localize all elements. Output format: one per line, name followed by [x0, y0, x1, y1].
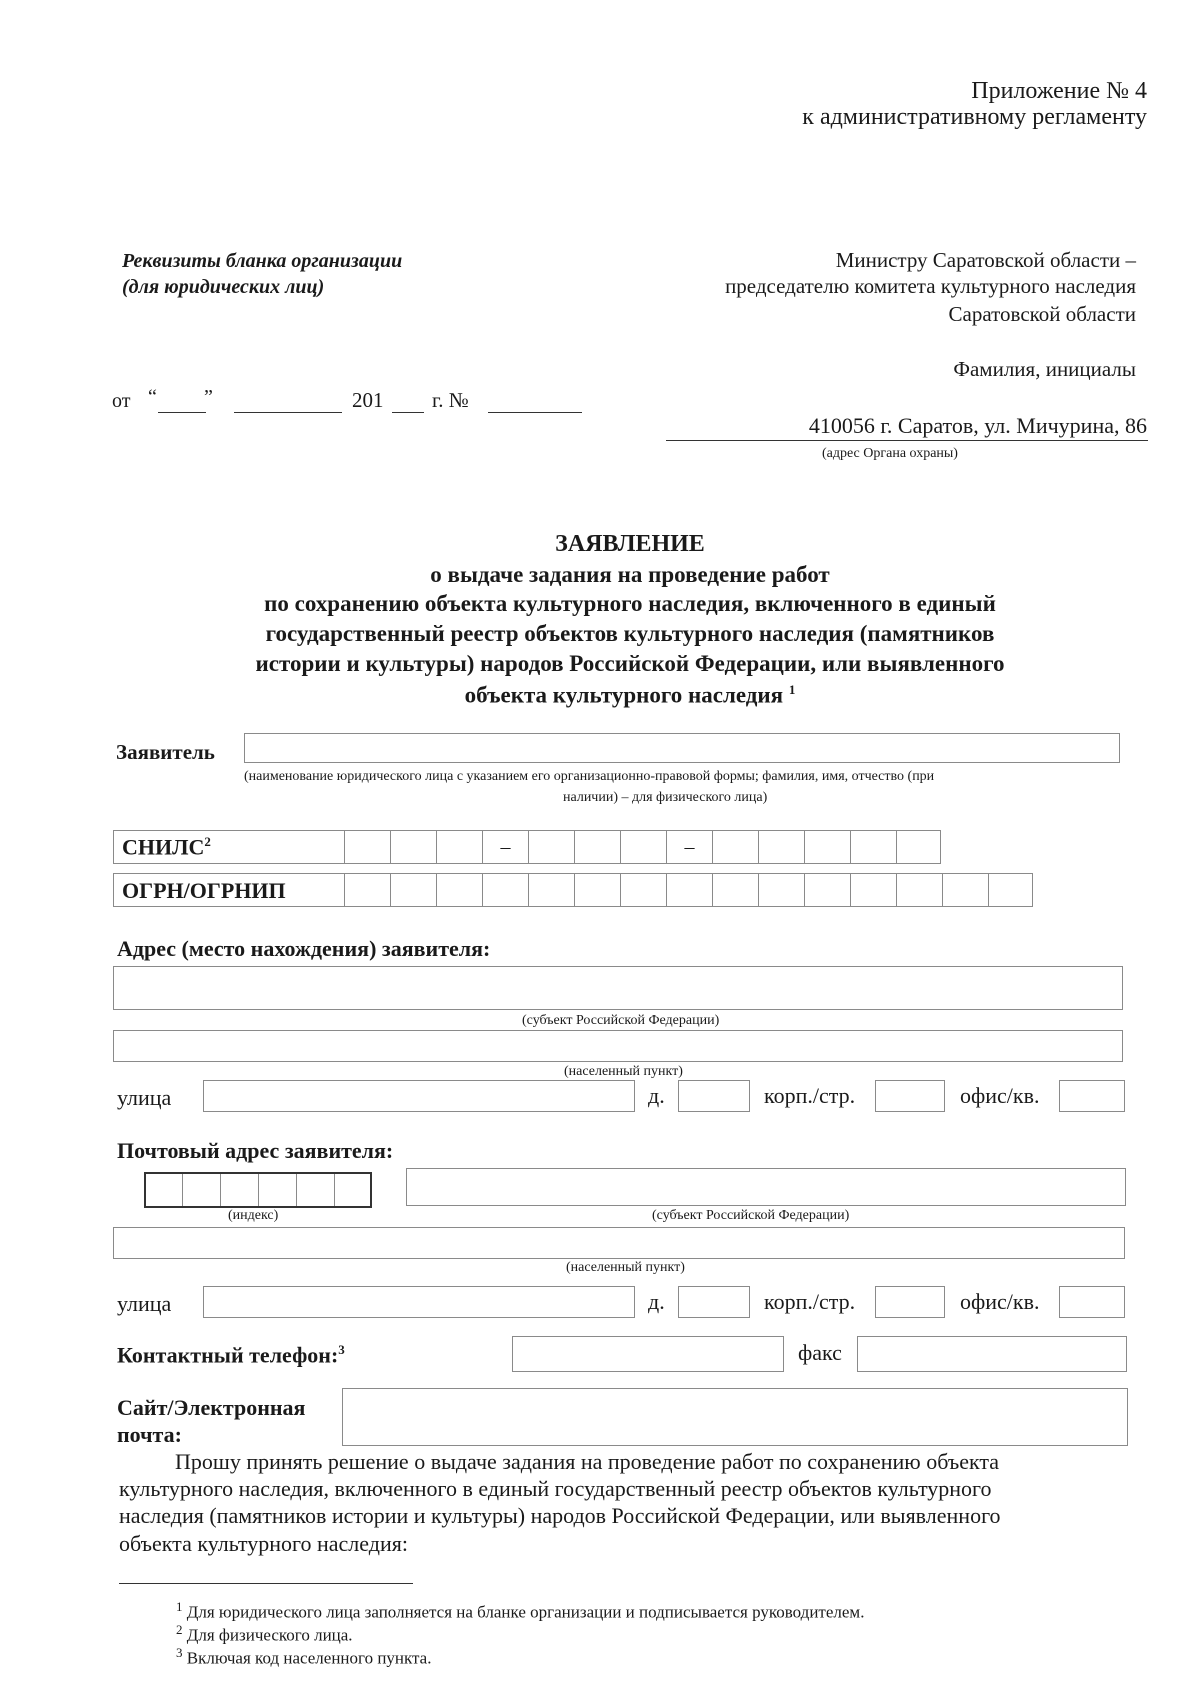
snils-cell[interactable] — [850, 831, 896, 863]
snils-cell[interactable] — [390, 831, 436, 863]
address-building-label: корп./стр. — [764, 1083, 856, 1108]
request-line-2: культурного наследия, включенного в единый государственный реестр объектов культурного — [119, 1476, 992, 1501]
postal-subject-caption: (субъект Российской Федерации) — [652, 1208, 850, 1223]
appendix-number: Приложение № 4 — [971, 78, 1147, 104]
postal-subject-input[interactable] — [406, 1168, 1126, 1206]
fax-label: факс — [798, 1340, 842, 1365]
postal-index-grid — [144, 1172, 372, 1208]
snils-cell[interactable] — [436, 831, 482, 863]
snils-cell[interactable] — [758, 831, 804, 863]
postal-building-label: корп./стр. — [764, 1289, 856, 1314]
site-email-label: Сайт/Электронная — [117, 1395, 306, 1420]
applicant-name-input[interactable] — [244, 733, 1120, 763]
postal-house-input[interactable] — [678, 1286, 750, 1318]
snils-separator: – — [482, 831, 528, 863]
date-month-field[interactable] — [234, 412, 342, 413]
phone-input[interactable] — [512, 1336, 784, 1372]
date-quote-close: ” — [204, 386, 213, 408]
site-email-input[interactable] — [342, 1388, 1128, 1446]
postal-office-input[interactable] — [1059, 1286, 1125, 1318]
title-line-4: истории и культуры) народов Российской Федерации, или выявленного — [255, 651, 1005, 676]
addressee-line-2: председателю комитета культурного наследия — [725, 274, 1136, 298]
snils-cell[interactable] — [528, 831, 574, 863]
snils-cell[interactable] — [896, 831, 942, 863]
title-line-5: объекта культурного наследия $^1$ — [464, 682, 796, 708]
postal-building-input[interactable] — [875, 1286, 945, 1318]
address-subject-input[interactable] — [113, 966, 1123, 1010]
postal-index-cell[interactable] — [182, 1174, 220, 1206]
site-email-label-cont: почта: — [117, 1422, 182, 1447]
ogrn-cell[interactable] — [896, 874, 942, 906]
address-locality-caption: (населенный пункт) — [564, 1064, 683, 1079]
ogrn-cell[interactable] — [712, 874, 758, 906]
date-quote-open: “ — [148, 386, 157, 408]
addressee-address: 410056 г. Саратов, ул. Мичурина, 86 — [808, 413, 1147, 438]
address-heading: Адрес (место нахождения) заявителя: — [117, 936, 491, 961]
ogrn-cell[interactable] — [436, 874, 482, 906]
org-requisites-note: (для юридических лиц) — [122, 276, 325, 298]
date-year-prefix: 201 — [352, 388, 384, 412]
address-office-input[interactable] — [1059, 1080, 1125, 1112]
address-street-input[interactable] — [203, 1080, 635, 1112]
doc-number-label: г. № — [432, 388, 469, 412]
date-from-label: от — [112, 390, 131, 412]
appendix-reference: к административному регламенту — [802, 104, 1147, 130]
applicant-caption-1: (наименование юридического лица с указанием его организационно-правовой формы; фамилия, имя, отчество (при — [244, 769, 935, 784]
doc-number-field[interactable] — [488, 412, 582, 413]
ogrn-cell[interactable] — [574, 874, 620, 906]
snils-cell[interactable] — [712, 831, 758, 863]
ogrn-label: ОГРН/ОГРНИП — [122, 878, 286, 903]
addressee-line-1: Министру Саратовской области – — [835, 248, 1136, 272]
ogrn-cell[interactable] — [666, 874, 712, 906]
postal-office-label: офис/кв. — [960, 1289, 1040, 1314]
title-line-2: по сохранению объекта культурного наследия, включенного в единый — [264, 591, 996, 616]
date-day-field[interactable] — [158, 412, 206, 413]
addressee-address-underline — [666, 440, 1148, 441]
ogrn-cell[interactable] — [758, 874, 804, 906]
snils-cell[interactable] — [344, 831, 390, 863]
address-house-input[interactable] — [678, 1080, 750, 1112]
ogrn-cell[interactable] — [390, 874, 436, 906]
ogrn-cell[interactable] — [942, 874, 988, 906]
fax-input[interactable] — [857, 1336, 1127, 1372]
request-line-3: наследия (памятников истории и культуры) народов Российской Федерации, или выявленного — [119, 1503, 1001, 1528]
date-year-field[interactable] — [392, 412, 424, 413]
postal-index-cell[interactable] — [258, 1174, 296, 1206]
footnote-separator — [119, 1583, 413, 1584]
ogrn-cell[interactable] — [344, 874, 390, 906]
postal-index-cell[interactable] — [296, 1174, 334, 1206]
snils-cell[interactable] — [574, 831, 620, 863]
address-locality-input[interactable] — [113, 1030, 1123, 1062]
ogrn-cell[interactable] — [528, 874, 574, 906]
snils-separator: – — [666, 831, 712, 863]
snils-label: СНИЛС$^2$ — [122, 834, 211, 860]
postal-index-cell[interactable] — [334, 1174, 370, 1206]
ogrn-grid — [113, 873, 1033, 907]
postal-street-label: улица — [117, 1291, 172, 1316]
address-subject-caption: (субъект Российской Федерации) — [522, 1013, 720, 1028]
address-office-label: офис/кв. — [960, 1083, 1040, 1108]
org-requisites-label: Реквизиты бланка организации — [122, 250, 403, 272]
phone-label: Контактный телефон:$^3$ — [117, 1342, 345, 1368]
applicant-caption-2: наличии) – для физического лица) — [563, 790, 768, 805]
postal-index-cell[interactable] — [220, 1174, 258, 1206]
request-line-4: объекта культурного наследия: — [119, 1531, 408, 1556]
ogrn-cell[interactable] — [482, 874, 528, 906]
applicant-label: Заявитель — [116, 740, 215, 764]
address-building-input[interactable] — [875, 1080, 945, 1112]
footnote-2: $^2$ Для физического лица. — [176, 1622, 353, 1645]
snils-cell[interactable] — [620, 831, 666, 863]
ogrn-cell[interactable] — [804, 874, 850, 906]
postal-heading: Почтовый адрес заявителя: — [117, 1138, 394, 1163]
ogrn-cell[interactable] — [988, 874, 1034, 906]
postal-locality-caption: (населенный пункт) — [566, 1260, 685, 1275]
document-title: ЗАЯВЛЕНИЕ — [555, 531, 705, 557]
footnote-3: $^3$ Включая код населенного пункта. — [176, 1645, 432, 1668]
ogrn-cell[interactable] — [850, 874, 896, 906]
request-line-1: Прошу принять решение о выдаче задания на проведение работ по сохранению объекта — [175, 1449, 1000, 1474]
ogrn-cell[interactable] — [620, 874, 666, 906]
footnote-1: $^1$ Для юридического лица заполняется на бланке организации и подписывается руководителем. — [176, 1599, 865, 1622]
postal-house-label: д. — [648, 1289, 665, 1314]
snils-grid — [113, 830, 941, 864]
addressee-address-caption: (адрес Органа охраны) — [822, 446, 958, 461]
postal-street-input[interactable] — [203, 1286, 635, 1318]
postal-index-caption: (индекс) — [228, 1208, 279, 1223]
addressee-line-3: Саратовской области — [948, 302, 1136, 326]
address-street-label: улица — [117, 1085, 172, 1110]
title-line-3: государственный реестр объектов культурного наследия (памятников — [265, 621, 995, 646]
snils-cell[interactable] — [804, 831, 850, 863]
postal-locality-input[interactable] — [113, 1227, 1125, 1259]
addressee-name: Фамилия, инициалы — [953, 357, 1136, 381]
title-line-1: о выдаче задания на проведение работ — [430, 562, 830, 587]
address-house-label: д. — [648, 1083, 665, 1108]
